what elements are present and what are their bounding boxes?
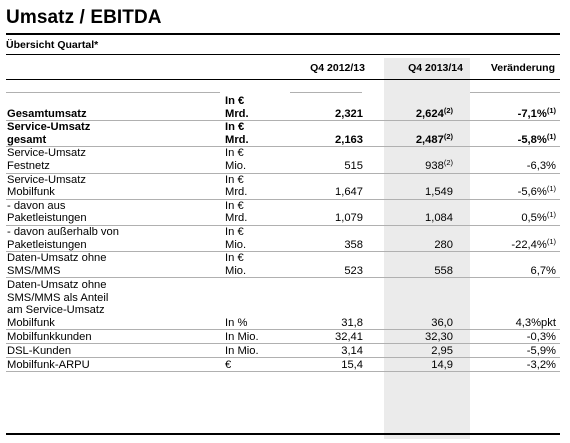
value-veraenderung-text: -3,2% [526,358,556,371]
row-label-text: Mobilfunk-ARPU [7,358,90,371]
row-label [6,173,225,199]
table-row [6,121,560,147]
value-q4-2012-13 [291,344,369,358]
value-veraenderung [461,173,560,199]
table-row [6,147,560,173]
row-label-text: - davon aus Paketleistungen [7,199,87,225]
row-unit-text: € [225,358,232,371]
row-unit [225,358,291,372]
value-veraenderung [461,278,560,330]
row-unit [225,225,291,251]
row-unit-text: In € Mrd. [225,95,249,120]
value-q4-2013-14-text: 938 [425,159,444,172]
value-q4-2012-13-text: 3,14 [341,344,363,357]
row-unit [225,199,291,225]
table-row [6,95,560,121]
value-q4-2013-14 [369,344,461,358]
value-q4-2012-13 [291,147,369,173]
value-q4-2012-13-text: 1,647 [335,186,363,199]
value-veraenderung [461,358,560,372]
column-header-q4-2013-14: Q4 2013/14 [408,62,463,74]
value-veraenderung [461,121,560,147]
value-q4-2013-14-text: 32,30 [425,330,453,343]
footnote-marker: (1) [546,131,556,141]
value-q4-2012-13 [291,173,369,199]
value-veraenderung-text: -5,9% [526,344,556,357]
row-label [6,199,225,225]
table-subtitle: Übersicht Quartal* [6,39,99,51]
value-q4-2013-14-text: 280 [434,238,453,251]
table-row [6,330,560,344]
column-header-veraenderung: Veränderung [490,62,555,74]
value-q4-2012-13-text: 15,4 [341,358,363,371]
value-q4-2012-13-text: 523 [344,264,363,277]
row-unit-text: In Mio. [225,330,259,343]
row-label [6,358,225,372]
value-q4-2013-14 [369,358,461,372]
column-header-q4-2012-13: Q4 2012/13 [310,62,365,74]
row-unit-text: In € Mrd. [225,173,248,199]
table-row [6,344,560,358]
value-q4-2013-14 [369,278,461,330]
value-q4-2013-14-text: 1,549 [425,186,453,199]
footnote-marker: (1) [546,105,556,115]
row-label-text: Daten-Umsatz ohne SMS/MMS als Anteil am Service-Umsatz Mobilfunk [7,278,109,329]
value-veraenderung-text: -6,3% [526,159,556,172]
value-veraenderung-text: 6,7% [530,264,556,277]
footnote-marker: (1) [546,184,556,194]
value-q4-2012-13-text: 2,163 [335,133,363,146]
subtitle-divider [6,54,560,55]
table-row [6,199,560,225]
value-veraenderung-text: -5,6% [517,186,547,199]
row-label [6,95,225,121]
value-veraenderung [461,95,560,121]
row-label-text: Mobilfunkkunden [7,330,92,343]
table-row [6,278,560,330]
row-unit-text: In € Mrd. [225,121,249,146]
value-q4-2012-13 [291,95,369,121]
value-veraenderung-text: -22,4% [511,238,547,251]
table-row [6,358,560,372]
row-label-text: DSL-Kunden [7,344,72,357]
value-q4-2013-14 [369,225,461,251]
row-unit-text: In € Mio. [225,225,247,251]
value-q4-2013-14-text: 14,9 [431,358,453,371]
value-q4-2012-13 [291,121,369,147]
row-unit-text: In % [225,316,248,329]
value-q4-2012-13 [291,225,369,251]
row-label [6,147,225,173]
footnote-marker: (1) [546,210,556,220]
value-q4-2013-14 [369,173,461,199]
row-unit [225,278,291,330]
value-q4-2013-14 [369,199,461,225]
value-q4-2012-13 [291,330,369,344]
footnote-marker: (2) [443,131,453,141]
value-q4-2013-14 [369,121,461,147]
value-q4-2012-13-text: 515 [344,159,363,172]
value-q4-2012-13 [291,252,369,278]
footnote-marker: (1) [546,236,556,246]
row-label-text: Service-Umsatz Mobilfunk [7,173,86,199]
table-row [6,173,560,199]
value-q4-2013-14 [369,147,461,173]
kpi-table-body [6,95,560,372]
value-q4-2013-14-text: 558 [434,264,453,277]
title-divider [6,33,560,35]
row-label [6,225,225,251]
value-q4-2012-13-text: 1,079 [335,212,363,225]
row-unit-text: In € Mio. [225,252,247,277]
row-unit [225,95,291,121]
value-q4-2013-14 [369,252,461,278]
row-unit [225,173,291,199]
row-label [6,121,225,147]
row-label-text: Daten-Umsatz ohne SMS/MMS [7,252,107,277]
value-q4-2012-13 [291,278,369,330]
header-divider [6,79,560,80]
value-veraenderung [461,199,560,225]
value-veraenderung-text: -0,3% [526,330,556,343]
value-q4-2012-13-text: 358 [344,238,363,251]
value-q4-2012-13-text: 32,41 [335,330,363,343]
value-q4-2013-14-text: 36,0 [431,316,453,329]
value-q4-2012-13-text: 2,321 [335,107,363,120]
value-q4-2012-13-text: 31,8 [341,316,363,329]
row-label-text: Service-Umsatz Festnetz [7,147,86,172]
value-q4-2013-14-text: 2,624 [415,107,444,120]
value-veraenderung [461,330,560,344]
row-label [6,252,225,278]
value-veraenderung [461,344,560,358]
row-unit [225,344,291,358]
value-q4-2013-14-text: 1,084 [425,212,453,225]
row-label [6,330,225,344]
row-label [6,278,225,330]
value-veraenderung-text: 4,3%pkt [515,316,556,329]
footnote-marker: (2) [443,157,453,167]
row-label [6,344,225,358]
row-label-text: - davon außerhalb von Paketleistungen [7,225,119,251]
value-veraenderung [461,252,560,278]
row-unit-text: In Mio. [225,344,259,357]
table-row [6,225,560,251]
spacer-rule [6,92,220,93]
value-veraenderung-text: -5,8% [517,133,547,146]
footnote-marker: (2) [443,105,453,115]
value-q4-2013-14 [369,330,461,344]
row-unit [225,147,291,173]
table-row [6,252,560,278]
value-q4-2013-14 [369,95,461,121]
spacer-rule [470,92,560,93]
row-unit [225,252,291,278]
value-q4-2013-14-text: 2,95 [431,344,453,357]
spacer-rule [290,92,362,93]
value-veraenderung [461,147,560,173]
row-label-text: Gesamtumsatz [7,107,87,120]
page-title: Umsatz / EBITDA [6,7,162,28]
value-veraenderung-text: 0,5% [521,212,547,225]
value-q4-2013-14-text: 2,487 [415,133,444,146]
value-q4-2012-13 [291,199,369,225]
value-veraenderung-text: -7,1% [517,107,547,120]
kpi-table [6,95,560,372]
row-unit-text: In € Mrd. [225,199,248,225]
row-label-text: Service-Umsatz gesamt [7,121,91,146]
row-unit [225,330,291,344]
row-unit-text: In € Mio. [225,147,247,172]
row-unit [225,121,291,147]
table-bottom-divider [6,433,560,435]
value-q4-2012-13 [291,358,369,372]
value-veraenderung [461,225,560,251]
